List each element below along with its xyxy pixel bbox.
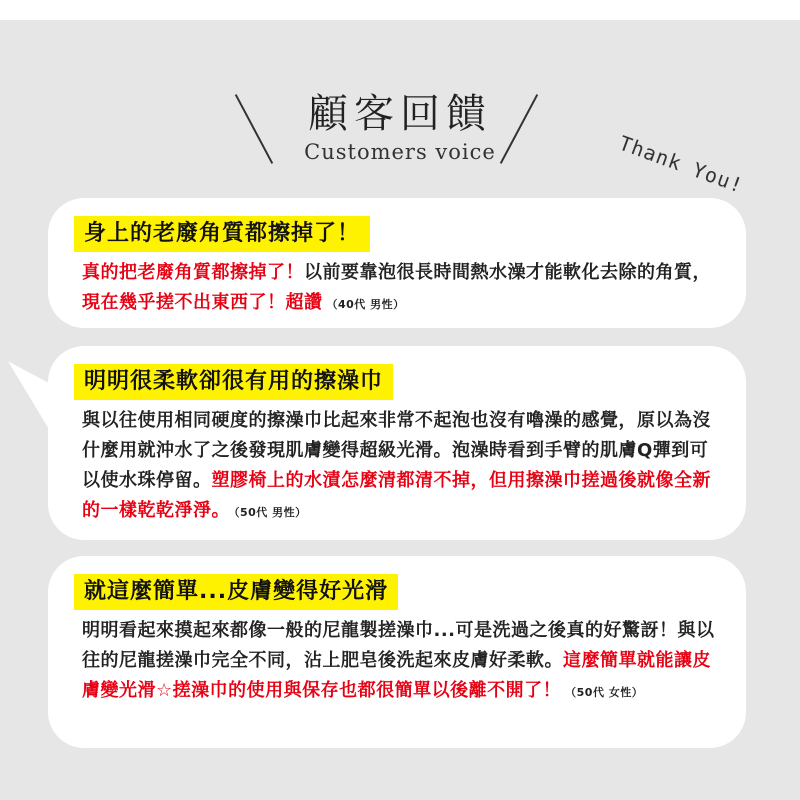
review-text: 以前要靠泡很長時間熱水澡才能軟化去除的角質， (304, 262, 711, 283)
review-card (48, 198, 746, 328)
reviewer-age: （40代 男性） (326, 298, 405, 311)
reviewer-age: （50代 男性） (234, 506, 307, 519)
review-card (48, 346, 746, 540)
review-body (82, 258, 722, 320)
reviewer-age: （50代 女性） (565, 686, 644, 699)
review-headline: 就這麼簡單...皮膚變得好光滑 (74, 574, 398, 610)
header (0, 20, 800, 210)
review-body (82, 616, 722, 708)
thank-you-text: Thank You! (615, 130, 747, 198)
review-text-highlight: 這麼簡單就能讓皮膚變光滑☆搓澡巾的使用與保存也都很簡單以後離不開了！ (82, 650, 711, 701)
review-card (48, 556, 746, 748)
page-subtitle: Customers voice (304, 140, 496, 164)
review-headline: 身上的老廢角質都擦掉了！ (74, 216, 370, 252)
page-title: 顧客回饋 (308, 91, 492, 137)
review-body (82, 406, 722, 528)
review-text-highlight: 真的把老廢角質都擦掉了！ (82, 262, 304, 283)
review-headline: 明明很柔軟卻很有用的擦澡巾 (74, 364, 393, 400)
review-text: 與以往使用相同硬度的擦澡巾比起來非常不起泡也沒有嚕澡的感覺，原以為沒什麼用就沖水了之後發現肌膚變得超級光滑。泡澡時看到手臂的肌膚Q彈到可以使水珠停留。 (82, 410, 711, 491)
review-text-highlight: 塑膠椅上的水漬怎麼清都清不掉，但用擦澡巾搓過後就像全新的一樣乾乾淨淨。 (82, 470, 711, 521)
review-text-highlight: 現在幾乎搓不出東西了！超讚 (82, 292, 323, 313)
review-text: 明明看起來摸起來都像一般的尼龍製搓澡巾...可是洗過之後真的好驚訝！與以往的尼龍搓澡巾完全不同，沾上肥皂後洗起來皮膚好柔軟。 (82, 620, 715, 671)
